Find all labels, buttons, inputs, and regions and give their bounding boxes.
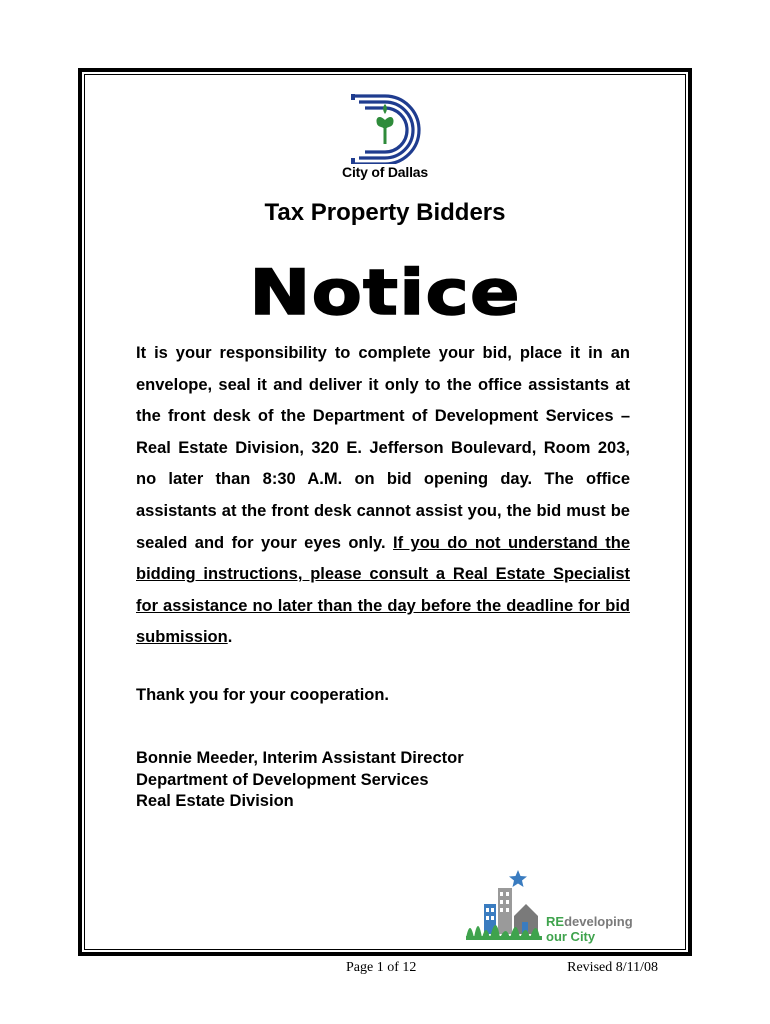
logo-caption: City of Dallas <box>342 164 428 180</box>
notice-body <box>136 338 630 654</box>
star-icon <box>509 870 527 887</box>
signatory-name: Bonnie Meeder, Interim Assistant Director <box>136 749 464 767</box>
brand-line-1: REdeveloping <box>546 914 633 929</box>
bidding-instructions-note: If you do not understand the bidding instructions, please consult a Real Estate Specialist for assistance no later than the day before the deadline for bid submission <box>136 533 630 647</box>
signatory-division: Real Estate Division <box>136 792 294 810</box>
page-number: Page 1 of 12 <box>346 960 417 975</box>
notice-paragraph: It is your responsibility to complete your bid, place it in an envelope, seal it and deliver it only to the office assistants at the front desk of the Department of Development Services – Real Estate Division, 320 E. Jefferson Boulevard, Room 203, no later than 8:30 A.M. on bid opening day. The office assistants at the front desk cannot assist you, the bid must be sealed and for your eyes only. <box>136 344 630 552</box>
brand-line-2: our City <box>546 929 596 944</box>
document-title: Tax Property Bidders <box>264 199 506 226</box>
city-of-dallas-logo-icon <box>345 92 435 164</box>
signatory-department: Department of Development Services <box>136 770 429 789</box>
notice-heading: Notice <box>249 256 521 329</box>
signature-block <box>136 748 630 813</box>
revision-date: Revised 8/11/08 <box>567 960 658 975</box>
redeveloping-our-city-logo <box>456 866 646 946</box>
closing-period: . <box>227 628 233 647</box>
thanks-line: Thank you for your cooperation. <box>136 686 390 704</box>
